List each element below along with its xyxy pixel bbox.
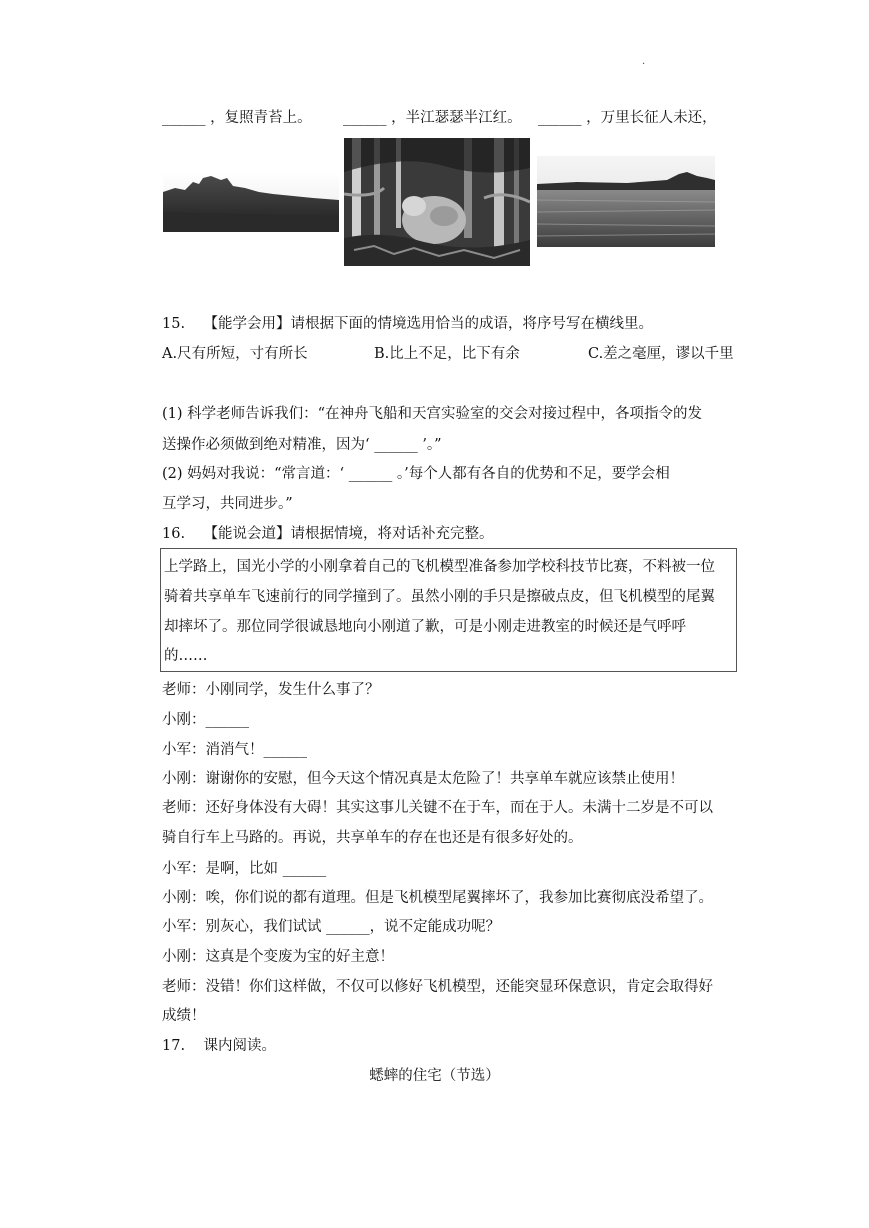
option-b: B.比上不足，比下有余 [374,346,520,362]
poem-picture-sunset-hills [163,172,339,232]
scenario-line: 的…… [164,648,208,664]
answer-blank[interactable]: ______ [538,110,582,126]
dialogue-line: 成绩！ [162,1008,206,1024]
dialogue-line: 小刚：这真是个变废为宝的好主意！ [162,949,394,965]
poem-blank-3 [538,106,717,127]
option-c: C.差之毫厘，谬以千里 [588,346,734,362]
poem-picture-forest [344,138,530,266]
question-title: 【能学会用】请根据下面的情境选用恰当的成语，将序号写在横线里。 [203,316,653,332]
dialogue-line: 老师：小刚同学，发生什么事了？ [162,682,380,698]
scenario-line: 上学路上，国光小学的小刚拿着自己的飞机模型准备参加学校科技节比赛，不料被一位 [164,559,715,575]
poem-line: ，万里长征人未还， [586,110,717,126]
poem-blank-2 [343,106,522,127]
question-title: 【能说会道】请根据情境，将对话补充完整。 [203,526,494,542]
answer-blank[interactable]: ______ [343,110,387,126]
dialogue-line: 小军：消消气！______ [162,742,307,758]
question-15-header [162,312,653,333]
q15-item-2-cont: 互学习，共同进步。” [162,496,293,512]
question-number: 15. [162,316,186,332]
poem-line: ，半江瑟瑟半江红。 [391,110,522,126]
dialogue-line: 老师：还好身体没有大碍！其实这事儿关键不在于车，而在于人。未满十二岁是不可以 [162,800,713,816]
poem-blank-1 [162,106,312,127]
dialogue-line: 小刚：谢谢你的安慰，但今天这个情况真是太危险了！共享单车就应该禁止使用！ [162,771,684,787]
page-mark: . [642,56,646,67]
question-number: 17. [162,1038,186,1054]
q15-item-2: (2) 妈妈对我说：“常言道：‘ ______ 。’每个人都有各自的优势和不足，要学会相 [162,466,670,482]
question-17-header [162,1034,276,1055]
question-title: 课内阅读。 [203,1038,276,1054]
poem-line: ，复照青苔上。 [210,110,312,126]
question-number: 16. [162,526,186,542]
answer-blank[interactable]: ______ [162,110,206,126]
option-a: A.尺有所短，寸有所长 [162,346,308,362]
dialogue-line: 小军：别灰心，我们试试 ______，说不定能成功呢？ [162,919,501,935]
scenario-line: 却摔坏了。那位同学很诚恳地向小刚道了歉，可是小刚走进教室的时候还是气呼呼 [164,619,686,635]
scenario-line: 骑着共享单车飞速前行的同学撞到了。虽然小刚的手只是擦破点皮，但飞机模型的尾翼 [164,589,715,605]
question-16-header [162,522,494,543]
dialogue-line: 骑自行车上马路的。再说，共享单车的存在也还是有很多好处的。 [162,830,583,846]
dialogue-line: 小刚：______ [162,712,249,728]
dialogue-line: 小军：是啊，比如 ______ [162,861,327,877]
passage-title: 蟋蟀的住宅（节选） [369,1068,500,1084]
q15-item-1-cont: 送操作必须做到绝对精准，因为‘ ______ ’。” [162,437,442,453]
dialogue-line: 小刚：唉，你们说的都有道理。但是飞机模型尾翼摔坏了，我参加比赛彻底没希望了。 [162,890,713,906]
dialogue-line: 老师：没错！你们这样做，不仅可以修好飞机模型，还能突显环保意识，肯定会取得好 [162,979,713,995]
poem-picture-river [537,156,715,247]
scenario-box [160,548,737,672]
q15-item-1: (1) 科学老师告诉我们：“在神舟飞船和天宫实验室的交会对接过程中，各项指令的发 [162,406,703,422]
